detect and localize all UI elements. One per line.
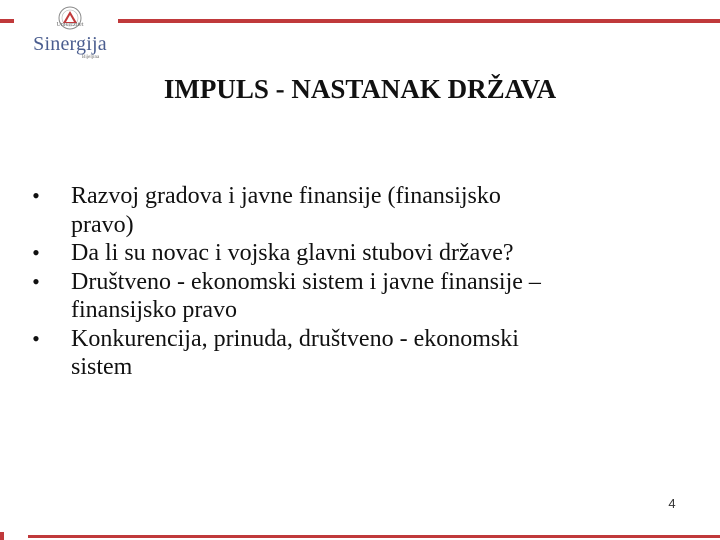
bullet-text-line: finansijsko pravo	[71, 297, 237, 323]
bullet-text-line: Konkurencija, prinuda, društveno - ekonomski	[71, 325, 519, 352]
footer-bar	[28, 535, 720, 538]
logo-top-text: Univerzitet	[56, 22, 84, 28]
bullet-list	[26, 182, 676, 382]
bullet-dot-icon: •	[32, 240, 40, 265]
bullet-item	[26, 268, 676, 325]
bullet-dot-icon: •	[32, 183, 40, 208]
bullet-item	[26, 239, 676, 268]
university-logo	[22, 4, 118, 62]
bullet-text-line: Društveno - ekonomski sistem i javne finansije –	[71, 268, 541, 295]
bullet-item	[26, 182, 676, 239]
page-number: 4	[668, 496, 676, 511]
bullet-item	[26, 325, 676, 382]
footer-bar-left	[0, 532, 4, 540]
header-bar-left	[0, 19, 14, 23]
logo-bottom-text: Bijeljina	[82, 55, 100, 60]
bullet-text-line: Da li su novac i vojska glavni stubovi države?	[71, 240, 514, 266]
bullet-text-line: sistem	[71, 354, 133, 380]
header-bar	[118, 19, 720, 23]
bullet-text-line: pravo)	[71, 211, 134, 238]
bullet-dot-icon: •	[32, 268, 40, 294]
bullet-text-line: Razvoj gradova i javne finansije (finansijsko	[71, 183, 501, 209]
bullet-dot-icon: •	[32, 325, 40, 351]
logo-name: Sinergija	[33, 33, 107, 55]
slide-title: IMPULS - NASTANAK DRŽAVA	[163, 74, 557, 104]
